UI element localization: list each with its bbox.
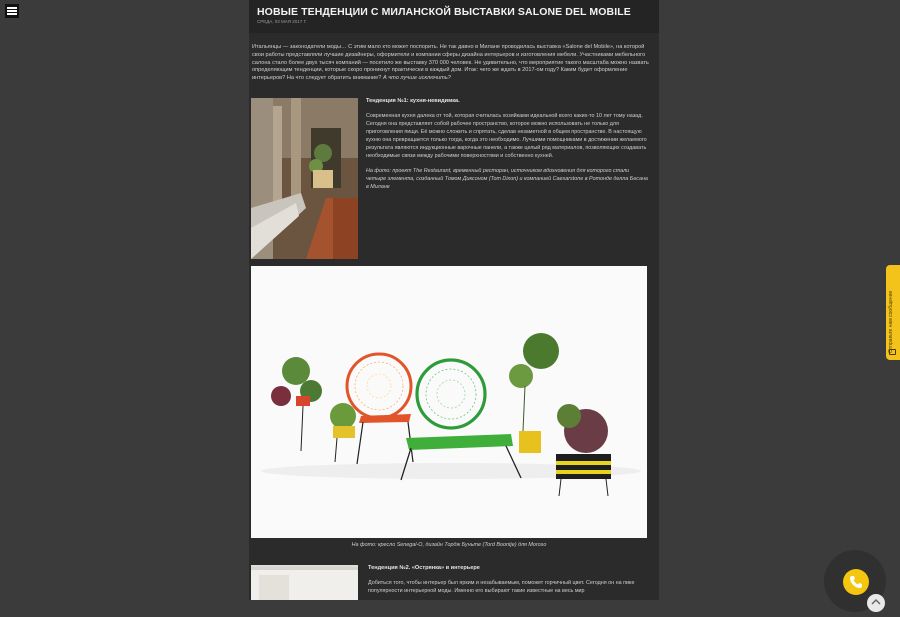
trend1-heading: Тенденция №1: кухня-невидимка.	[366, 98, 460, 104]
article-title: НОВЫЕ ТЕНДЕНЦИИ С МИЛАНСКОЙ ВЫСТАВКИ SALONE DEL MOBILE	[257, 6, 631, 18]
intro-text: Итальянцы — законодатели моды… С этим мало кто может поспорить. Не так давно в Милане проводилась выставка «Salone del Mobile», на которой свои работы представляли лучшие дизайнеры, оформители и компании сферы дизайна интерьеров и изготовления мебели. Участниками мебельного салона стало более двух тысяч компаний — посетило же выставку 370 000 человек. Не удивительно, что мероприятие такого масштаба можно назвать определяющим тенденции, которые скоро проникнут практически в каждый дом. Итак: чего же ждать в 2017-ом году? Каким будет оформление интерьеров? На что следует обратить внимание?	[252, 44, 649, 82]
restaurant-photo[interactable]	[251, 98, 358, 259]
trend1-caption: На фото: проект The Restaurant, временный ресторан, источником вдохновения для которого стали четыре элемента, созданный Томом Диксоном (Tom Dixon) и компанией Caesarstone в Ротонде делла Бесана в Милане	[366, 168, 648, 190]
trend1-text	[366, 98, 648, 191]
hamburger-line	[7, 13, 17, 15]
article-column	[249, 0, 659, 600]
photo2-caption: На фото: кресло Senegal-O, дизайн Тордж Буньте (Tord Boontje) для Moroso	[351, 542, 547, 548]
article-intro	[252, 44, 652, 83]
trend2-heading: Тенденция №2. «Острянка» в интерьере	[368, 565, 480, 571]
article-header	[249, 0, 659, 33]
hamburger-line	[7, 10, 17, 12]
interior-photo[interactable]	[251, 565, 358, 600]
send-message-tab[interactable]	[886, 265, 900, 360]
trend2-text	[368, 565, 648, 600]
article-body	[252, 44, 652, 87]
chairs-photo[interactable]	[251, 266, 647, 538]
chevron-up-icon	[867, 594, 885, 612]
scroll-up-button[interactable]	[867, 594, 885, 612]
send-message-label: Отправьте нам сообщение	[888, 290, 894, 353]
menu-button[interactable]	[5, 4, 19, 18]
trend2-body: Добиться того, чтобы интерьер был ярким и незабываемым, поможет горчичный цвет. Сегодня он на пике популярности интерьерной моды. Именно его выбирают такие известные на весь мир	[368, 580, 635, 594]
article-date: СРЕДА, 03 МАЯ 2017 Г.	[257, 19, 307, 24]
call-button[interactable]	[843, 569, 869, 595]
phone-icon	[843, 569, 869, 595]
intro-tail: А что лучше исключить?	[382, 75, 451, 82]
hamburger-line	[7, 7, 17, 9]
trend1-body: Современная кухня далека от той, которая считалась хозяйками идеальной всего каких-то 10 лет тому назад. Сегодня она представляет собой рабочее пространство, которое можно использовать не только для приготовления пищи. Её можно сложить и спрятать, сделав незаметной в общем пространстве. В настоящую кухню она превращается только тогда, когда это необходимо. Лучшими помощниками в достижении желаемого результата являются индукционные варочные панели, а также целый ряд материалов, позволяющих создавать необходимые связи между рабочими поверхностями и собственно кухней.	[366, 113, 647, 159]
